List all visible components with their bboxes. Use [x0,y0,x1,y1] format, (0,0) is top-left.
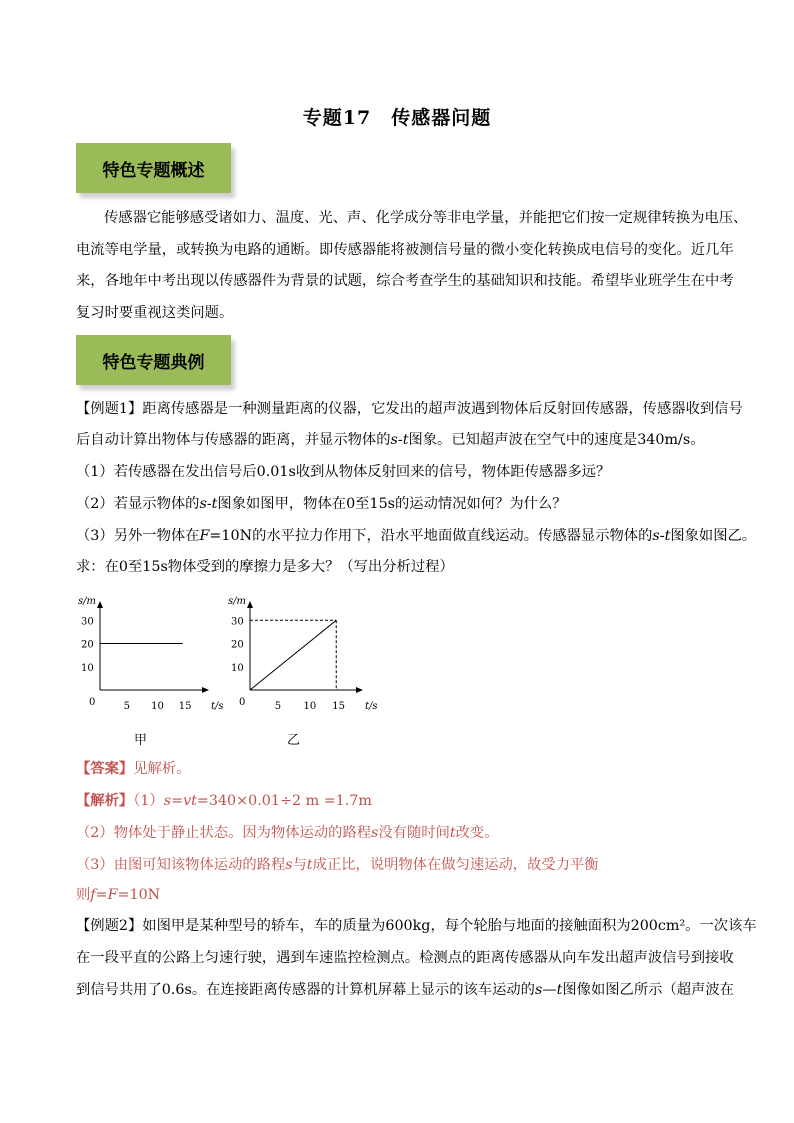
example1-question-3: （3）另外一物体在F=10N的水平拉力作用下，沿水平地面做直线运动。传感器显示物体的s-t图象如图乙。 [76,528,757,544]
example2-line-1: 【例题2】如图甲是某种型号的轿车，车的质量为600kg，每个轮胎与地面的接触面积为200cm²。一次该车 [76,918,757,934]
y-axis-label: s/m [228,596,246,607]
y-axis-arrow [97,601,103,608]
y-axis-label: s/m [78,596,96,607]
example2-label: 【例题2】 [76,918,143,934]
answer-label: 【答案】 [76,761,134,777]
x-tick-label: 15 [332,701,345,712]
x-axis-label: t/s [365,701,378,712]
analysis-label: 【解析】 [76,793,134,809]
x-tick-label: 15 [178,701,192,712]
example2-line-2: 在一段平直的公路上匀速行驶，遇到车速监控检测点。检测点的距离传感器从向车发出超声波信号到接收 [76,950,734,966]
y-axis-arrow [247,601,253,608]
y-tick-label: 30 [81,616,94,628]
page-title: 专题17 传感器问题 [302,107,492,129]
analysis-line-1: 【解析】（1）s=vt=340×0.01÷2 m =1.7m [76,793,372,809]
example2-line-3: 到信号共用了0.6s。在连接距离传感器的计算机屏幕上显示的该车运动的s—t图像如图乙所示（超声波在 [76,982,734,998]
section-header-overview: 特色专题概述 [76,143,231,193]
caption-yi: 乙 [287,733,301,748]
answer-line: 【答案】见解析。 [76,761,191,777]
y-tick-label: 10 [81,662,94,674]
overview-line-3: 来，各地年中考出现以传感器件为背景的试题，综合考查学生的基础知识和技能。希望毕业班学生在中考 [76,273,734,289]
origin-label: 0 [89,697,96,708]
example1-question-2: （2）若显示物体的s-t图象如图甲，物体在0至15s的运动情况如何？为什么？ [76,496,567,512]
y-tick-label: 10 [231,662,244,674]
overview-line-4: 复习时要重视这类问题。 [76,305,234,321]
y-tick-label: 20 [231,639,244,651]
graph-yi [226,590,376,720]
origin-label: 0 [239,697,246,708]
example1-question-3-cont: 求：在0至15s物体受到的摩擦力是多大？（写出分析过程） [76,559,454,575]
series-line [250,620,336,690]
y-tick-label: 20 [81,639,94,651]
example1-label: 【例题1】 [76,401,143,417]
x-tick-label: 10 [303,701,317,712]
analysis-line-4: 则f=F=10N [76,887,161,903]
x-tick-label: 10 [151,701,164,712]
x-axis-arrow [202,687,209,693]
example1-question-1: （1）若传感器在发出信号后0.01s收到从物体反射回来的信号，物体距传感器多远？ [76,464,611,480]
y-tick-label: 30 [231,616,244,628]
x-tick-label: 5 [123,701,130,712]
analysis-line-3: （3）由图可知该物体运动的路程s与t成正比，说明物体在做匀速运动，故受力平衡 [76,857,599,873]
x-tick-label: 5 [274,701,282,712]
analysis-line-2: （2）物体处于静止状态。因为物体运动的路程s没有随时间t改变。 [76,825,499,841]
overview-line-1: 传感器它能够感受诸如力、温度、光、声、化学成分等非电学量，并能把它们按一定规律转换为电压、 [104,210,748,226]
example1-line-1: 【例题1】距离传感器是一种测量距离的仪器，它发出的超声波遇到物体后反射回传感器，传感器收到信号 [76,401,743,417]
graph-jia [76,590,224,720]
section-header-examples: 特色专题典例 [76,335,231,385]
x-axis-arrow [356,687,363,693]
caption-jia: 甲 [134,733,148,748]
example1-line-2: 后自动计算出物体与传感器的距离，并显示物体的s-t图象。已知超声波在空气中的速度是340m/s。 [76,432,705,448]
x-axis-label: t/s [211,701,224,712]
overview-line-2: 电流等电学量，或转换为电路的通断。即传感器能将被测信号量的微小变化转换成电信号的变化。近几年 [76,242,734,258]
